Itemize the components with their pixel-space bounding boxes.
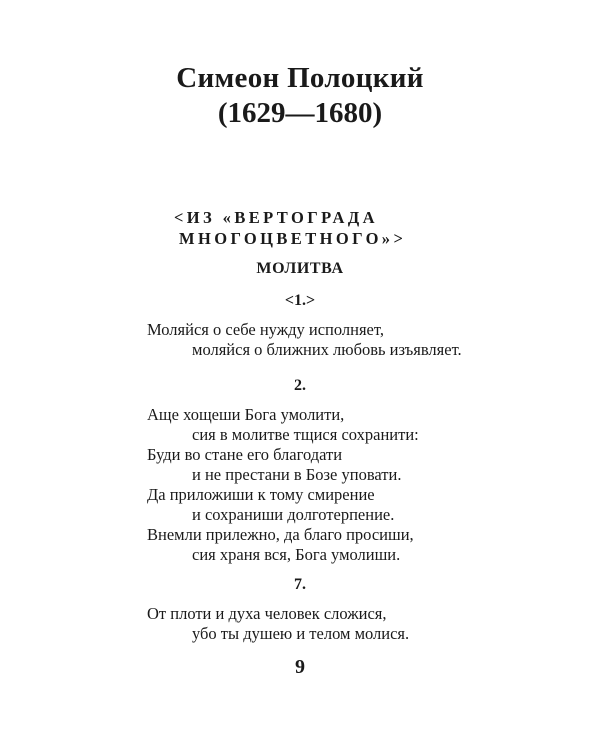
stanza-number: 7. bbox=[294, 576, 306, 593]
author-name: Симеон Полоцкий bbox=[176, 62, 424, 94]
verse-line: моляйся о ближних любовь изъявляет. bbox=[192, 340, 462, 359]
verse-line: Да приложиши к тому смирение bbox=[147, 485, 375, 504]
stanza-number: 2. bbox=[294, 377, 306, 394]
section-title-line1: <ИЗ «ВЕРТОГРАДА bbox=[174, 208, 378, 227]
verse-line: и не престани в Бозе уповати. bbox=[192, 465, 402, 484]
verse-line: убо ты душею и телом молися. bbox=[192, 624, 410, 643]
verse-line: Моляйся о себе нужду исполняет, bbox=[147, 320, 384, 339]
poem-title: МОЛИТВА bbox=[256, 260, 344, 277]
verse-line: Буди во стане его благодати bbox=[147, 445, 343, 464]
verse-line: Внемли прилежно, да благо просиши, bbox=[147, 525, 414, 544]
section-title-line2: МНОГОЦВЕТНОГО»> bbox=[179, 229, 407, 248]
verse-line: Аще хощеши Бога умолити, bbox=[147, 405, 345, 424]
verse-line: От плоти и духа человек сложися, bbox=[147, 604, 387, 623]
page-number: 9 bbox=[295, 656, 305, 678]
author-years: (1629—1680) bbox=[217, 97, 383, 129]
verse-line: и сохраниши долготерпение. bbox=[192, 505, 395, 524]
verse-line: сия в молитве тщися сохранити: bbox=[192, 425, 419, 444]
stanza-number: <1.> bbox=[284, 292, 316, 309]
verse-line: сия храня вся, Бога умолиши. bbox=[192, 545, 401, 564]
